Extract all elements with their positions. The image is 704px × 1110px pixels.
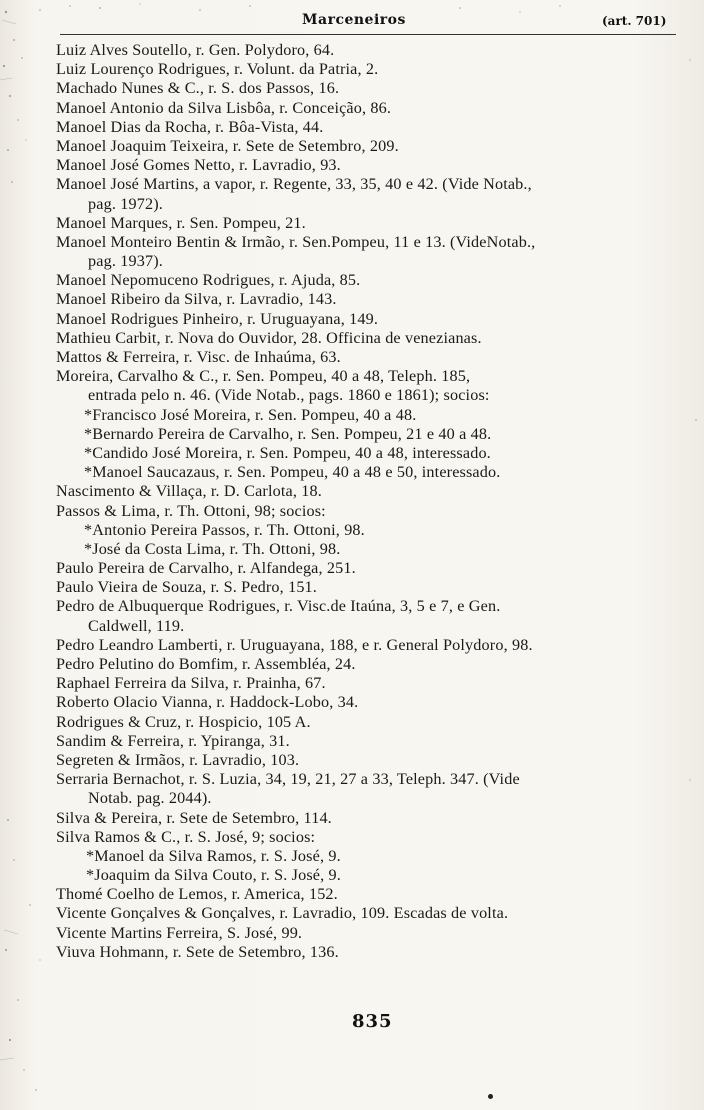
- directory-entry: Paulo Pereira de Carvalho, r. Alfandega, 251.: [56, 559, 356, 578]
- directory-entry: Segreten & Irmãos, r. Lavradio, 103.: [56, 750, 300, 769]
- partner-entry: *Candido José Moreira, r. Sen. Pompeu, 40 a 48, interessado.: [84, 443, 491, 462]
- directory-entry-continuation: pag. 1972).: [88, 194, 163, 213]
- directory-entry: Paulo Vieira de Souza, r. S. Pedro, 151.: [56, 578, 317, 597]
- directory-entry: Serraria Bernachot, r. S. Luzia, 34, 19, 21, 27 a 33, Teleph. 347. (Vide: [56, 770, 520, 789]
- directory-entry: Manoel Dias da Rocha, r. Bôa-Vista, 44.: [56, 117, 324, 136]
- partner-entry: *Antonio Pereira Passos, r. Th. Ottoni, 98.: [84, 520, 365, 539]
- directory-entry: Pedro Pelutino do Bomfim, r. Assembléa, 24.: [56, 655, 356, 673]
- directory-entry: Vicente Martins Ferreira, S. José, 99.: [56, 923, 303, 942]
- header-rule: [60, 34, 676, 35]
- directory-entry-continuation: Caldwell, 119.: [88, 616, 185, 635]
- directory-entry: Luiz Alves Soutello, r. Gen. Polydoro, 64.: [56, 41, 335, 59]
- directory-entry: Roberto Olacio Vianna, r. Haddock-Lobo, 34.: [56, 693, 359, 712]
- partner-entry: *Manoel da Silva Ramos, r. S. José, 9.: [86, 846, 341, 865]
- directory-entry: Passos & Lima, r. Th. Ottoni, 98; socios:: [56, 501, 326, 520]
- directory-entry: Manoel Rodrigues Pinheiro, r. Uruguayana, 149.: [56, 309, 379, 328]
- directory-entry: Moreira, Carvalho & C., r. Sen. Pompeu, 40 a 48, Teleph. 185,: [56, 367, 471, 386]
- directory-entry: Silva & Pereira, r. Sete de Setembro, 114.: [56, 808, 332, 827]
- directory-entry-continuation: entrada pelo n. 46. (Vide Notab., pags. 1860 e 1861); socios:: [88, 386, 490, 405]
- directory-entry: Manoel Monteiro Bentin & Irmão, r. Sen.Pompeu, 11 e 13. (VideNotab.,: [56, 232, 536, 251]
- directory-entry: Manoel José Gomes Netto, r. Lavradio, 93.: [56, 156, 341, 175]
- directory-entry: Vicente Gonçalves & Gonçalves, r. Lavradio, 109. Escadas de volta.: [56, 904, 509, 923]
- directory-entry: Pedro Leandro Lamberti, r. Uruguayana, 188, e r. General Polydoro, 98.: [56, 635, 533, 654]
- page-number: 835: [352, 1011, 393, 1032]
- directory-entry: Viuva Hohmann, r. Sete de Setembro, 136.: [56, 942, 339, 961]
- directory-entry: Raphael Ferreira da Silva, r. Prainha, 67.: [56, 674, 326, 693]
- directory-entry: Manoel Antonio da Silva Lisbôa, r. Conceição, 86.: [56, 98, 392, 117]
- directory-entry: Luiz Lourenço Rodrigues, r. Volunt. da Patria, 2.: [56, 60, 379, 79]
- directory-entry: Machado Nunes & C., r. S. dos Passos, 16.: [56, 79, 340, 98]
- directory-entry: Rodrigues & Cruz, r. Hospicio, 105 A.: [56, 712, 311, 731]
- running-header: [0, 5, 704, 31]
- directory-entry: Manoel Nepomuceno Rodrigues, r. Ajuda, 85.: [56, 271, 361, 290]
- partner-entry: *Bernardo Pereira de Carvalho, r. Sen. Pompeu, 21 e 40 a 48.: [84, 424, 492, 443]
- directory-entry: Manoel Marques, r. Sen. Pompeu, 21.: [56, 213, 306, 232]
- printer-dot: [488, 1094, 493, 1099]
- partner-entry: *Manoel Saucazaus, r. Sen. Pompeu, 40 a 48 e 50, interessado.: [84, 463, 501, 482]
- header-page-ref: (art. 701): [602, 14, 667, 28]
- directory-entry-continuation: Notab. pag. 2044).: [88, 789, 212, 808]
- directory-entry: Silva Ramos & C., r. S. José, 9; socios:: [56, 827, 316, 846]
- directory-entry: Manoel José Martins, a vapor, r. Regente, 33, 35, 40 e 42. (Vide Notab.,: [56, 175, 532, 194]
- partner-entry: *José da Costa Lima, r. Th. Ottoni, 98.: [84, 539, 341, 558]
- directory-entry: Manoel Joaquim Teixeira, r. Sete de Setembro, 209.: [56, 136, 399, 155]
- directory-entry-continuation: pag. 1937).: [88, 252, 163, 271]
- directory-entry: Thomé Coelho de Lemos, r. America, 152.: [56, 885, 338, 904]
- directory-entries: [56, 41, 688, 962]
- partner-entry: *Francisco José Moreira, r. Sen. Pompeu, 40 a 48.: [84, 405, 417, 424]
- partner-entry: *Joaquim da Silva Couto, r. S. José, 9.: [86, 866, 341, 885]
- header-title: Marceneiros: [302, 12, 406, 28]
- directory-entry: Nascimento & Villaça, r. D. Carlota, 18.: [56, 482, 322, 501]
- directory-entry: Sandim & Ferreira, r. Ypiranga, 31.: [56, 731, 290, 750]
- directory-entry: Pedro de Albuquerque Rodrigues, r. Visc.de Itaúna, 3, 5 e 7, e Gen.: [56, 597, 501, 616]
- directory-entry: Mathieu Carbit, r. Nova do Ouvidor, 28. Officina de venezianas.: [56, 328, 482, 347]
- directory-entry: Mattos & Ferreira, r. Visc. de Inhaúma, 63.: [56, 348, 341, 366]
- directory-entry: Manoel Ribeiro da Silva, r. Lavradio, 143.: [56, 290, 337, 309]
